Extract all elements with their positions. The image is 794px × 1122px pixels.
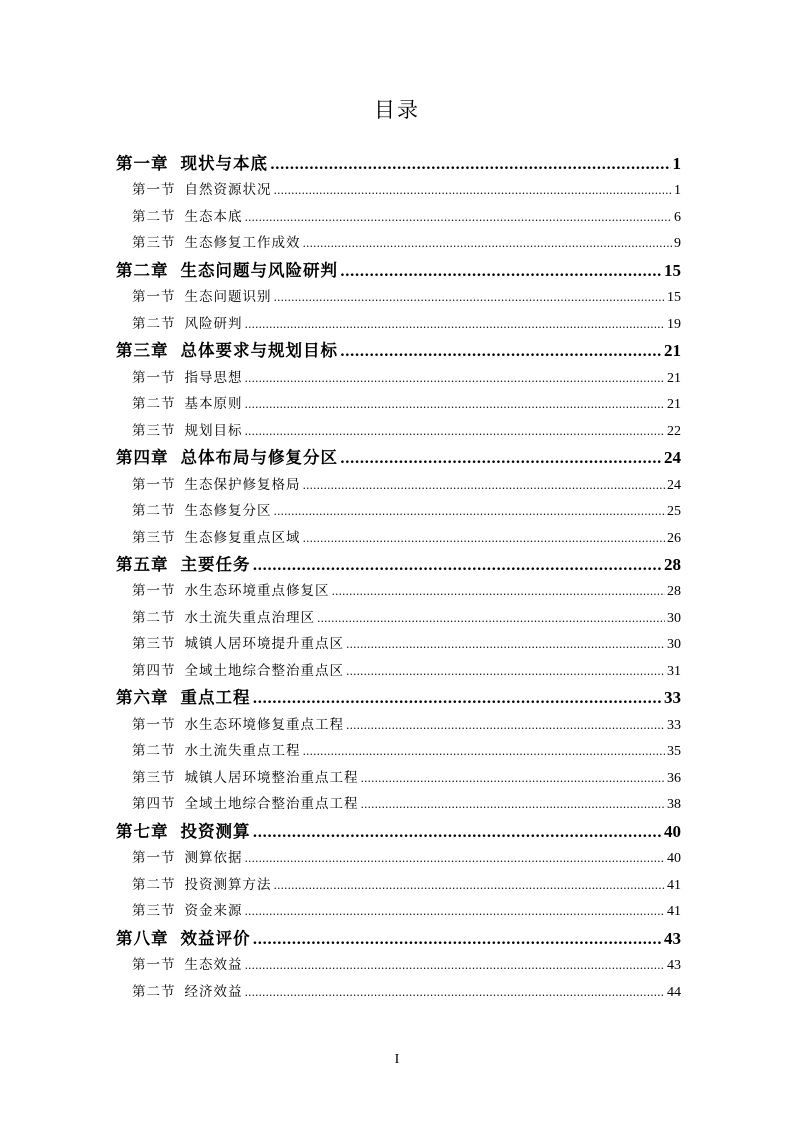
section-title: 生态修复重点区域 [184, 529, 301, 546]
toc-section-entry[interactable] [116, 391, 681, 418]
dot-leader [274, 285, 666, 311]
toc-chapter-entry[interactable] [116, 818, 681, 845]
dot-leader [270, 152, 671, 177]
dot-leader [253, 553, 663, 578]
section-number: 第二节 [132, 876, 176, 893]
section-number: 第二节 [132, 743, 176, 760]
page-number: 15 [667, 290, 681, 306]
section-number: 第四节 [132, 796, 176, 813]
toc-section-entry[interactable] [116, 765, 681, 792]
toc-chapter-entry[interactable] [116, 150, 681, 177]
section-title: 生态修复工作成效 [184, 235, 301, 252]
toc-section-entry[interactable] [116, 979, 681, 1006]
toc-chapter-entry[interactable] [116, 684, 681, 711]
section-title: 生态修复分区 [184, 503, 272, 520]
section-number: 第二节 [132, 315, 176, 332]
toc-section-entry[interactable] [116, 898, 681, 925]
section-title: 规划目标 [184, 422, 243, 439]
page-title: 目录 [374, 98, 420, 122]
section-title: 水土流失重点治理区 [184, 609, 315, 626]
page-number: 21 [664, 341, 681, 361]
section-title: 生态本底 [184, 208, 243, 225]
section-title: 投资测算方法 [184, 876, 272, 893]
page-number: 40 [667, 851, 681, 867]
dot-leader [245, 392, 666, 418]
dot-leader [340, 339, 662, 364]
page-number: 22 [667, 423, 681, 439]
dot-leader [361, 792, 666, 818]
section-title: 全域土地综合整治重点工程 [184, 796, 359, 813]
dot-leader [303, 526, 666, 552]
section-number: 第一节 [132, 850, 176, 867]
dot-leader [253, 820, 663, 845]
toc-section-entry[interactable] [116, 578, 681, 605]
toc-section-entry[interactable] [116, 311, 681, 338]
footer-page-number: I [394, 1052, 400, 1067]
section-number: 第三节 [132, 529, 176, 546]
page-number: 26 [667, 530, 681, 546]
chapter-title: 重点工程 [180, 688, 251, 708]
page-number: 44 [667, 984, 681, 1000]
section-title: 生态效益 [184, 957, 243, 974]
dot-leader [303, 231, 673, 257]
page-number: 25 [667, 504, 681, 520]
page-number: 38 [667, 797, 681, 813]
dot-leader [253, 927, 663, 952]
chapter-number: 第二章 [116, 260, 169, 280]
section-title: 资金来源 [184, 903, 243, 920]
dot-leader [340, 446, 662, 471]
page-number: 6 [674, 209, 681, 225]
chapter-number: 第五章 [116, 555, 169, 575]
section-number: 第二节 [132, 396, 176, 413]
section-title: 自然资源状况 [184, 182, 272, 199]
dot-leader [245, 846, 666, 872]
toc-chapter-entry[interactable] [116, 444, 681, 471]
page-number: 41 [667, 904, 681, 920]
section-title: 测算依据 [184, 850, 243, 867]
chapter-title: 总体布局与修复分区 [180, 448, 338, 468]
page-number: 36 [667, 770, 681, 786]
chapter-title: 总体要求与规划目标 [180, 341, 338, 361]
toc-chapter-entry[interactable] [116, 337, 681, 364]
dot-leader [245, 312, 666, 338]
section-title: 生态问题识别 [184, 289, 272, 306]
dot-leader [303, 473, 666, 499]
toc-section-entry[interactable] [116, 365, 681, 392]
dot-leader [346, 659, 665, 685]
chapter-number: 第七章 [116, 821, 169, 841]
dot-leader [274, 499, 666, 525]
section-number: 第二节 [132, 609, 176, 626]
dot-leader [245, 205, 673, 231]
page-number: 41 [667, 877, 681, 893]
section-title: 生态保护修复格局 [184, 476, 301, 493]
section-number: 第一节 [132, 583, 176, 600]
dot-leader [332, 579, 666, 605]
toc-section-entry[interactable] [116, 525, 681, 552]
dot-leader [274, 178, 673, 204]
toc-section-entry[interactable] [116, 952, 681, 979]
chapter-number: 第四章 [116, 448, 169, 468]
toc-chapter-entry[interactable] [116, 925, 681, 952]
section-title: 水土流失重点工程 [184, 743, 301, 760]
section-number: 第二节 [132, 503, 176, 520]
toc-chapter-entry[interactable] [116, 551, 681, 578]
page-number: 35 [667, 744, 681, 760]
page-number: 28 [667, 584, 681, 600]
toc-section-entry[interactable] [116, 658, 681, 685]
dot-leader [245, 366, 666, 392]
chapter-number: 第六章 [116, 688, 169, 708]
toc-section-entry[interactable] [116, 230, 681, 257]
page-number: 1 [674, 183, 681, 199]
chapter-title: 投资测算 [180, 821, 251, 841]
page-number: 31 [667, 663, 681, 679]
dot-leader [253, 686, 663, 711]
toc-section-entry[interactable] [116, 418, 681, 445]
chapter-number: 第八章 [116, 928, 169, 948]
section-number: 第三节 [132, 235, 176, 252]
page-number: 30 [667, 610, 681, 626]
section-title: 经济效益 [184, 983, 243, 1000]
page-number: 15 [664, 260, 681, 280]
section-number: 第一节 [132, 289, 176, 306]
dot-leader [346, 713, 665, 739]
page-number: 24 [667, 477, 681, 493]
section-title: 水生态环境修复重点工程 [184, 716, 344, 733]
section-title: 指导思想 [184, 369, 243, 386]
toc-section-entry[interactable] [116, 845, 681, 872]
section-title: 城镇人居环境整治重点工程 [184, 769, 359, 786]
section-title: 风险研判 [184, 315, 243, 332]
toc-section-entry[interactable] [116, 738, 681, 765]
toc-section-entry[interactable] [116, 605, 681, 632]
dot-leader [245, 899, 666, 925]
chapter-title: 生态问题与风险研判 [180, 260, 338, 280]
section-title: 全域土地综合整治重点区 [184, 662, 344, 679]
section-title: 基本原则 [184, 396, 243, 413]
toc-section-entry[interactable] [116, 284, 681, 311]
page-number: 24 [664, 448, 681, 468]
dot-leader [245, 419, 666, 445]
section-number: 第一节 [132, 476, 176, 493]
section-number: 第三节 [132, 422, 176, 439]
dot-leader [340, 259, 662, 284]
toc-section-entry[interactable] [116, 791, 681, 818]
section-title: 水生态环境重点修复区 [184, 583, 330, 600]
chapter-title: 现状与本底 [180, 154, 268, 173]
toc-chapter-entry[interactable] [116, 257, 681, 284]
section-number: 第二节 [132, 208, 176, 225]
toc-section-entry[interactable] [116, 177, 681, 204]
toc-section-entry[interactable] [116, 712, 681, 739]
toc-section-entry[interactable] [116, 631, 681, 658]
section-number: 第一节 [132, 182, 176, 199]
dot-leader [361, 766, 666, 792]
section-number: 第三节 [132, 636, 176, 653]
chapter-number: 第三章 [116, 341, 169, 361]
toc-section-entry[interactable] [116, 204, 681, 231]
dot-leader [245, 953, 666, 979]
dot-leader [274, 873, 666, 899]
page-number: 1 [672, 154, 681, 173]
table-of-contents [116, 150, 681, 1005]
chapter-title: 效益评价 [180, 928, 251, 948]
page-number: 43 [664, 928, 681, 948]
section-title: 城镇人居环境提升重点区 [184, 636, 344, 653]
section-number: 第二节 [132, 983, 176, 1000]
page-number: 19 [667, 316, 681, 332]
dot-leader [317, 606, 665, 632]
section-number: 第一节 [132, 716, 176, 733]
dot-leader [303, 739, 666, 765]
section-number: 第四节 [132, 662, 176, 679]
page-number: 33 [667, 717, 681, 733]
chapter-title: 主要任务 [180, 555, 251, 575]
toc-section-entry[interactable] [116, 872, 681, 899]
page-number: 43 [667, 958, 681, 974]
chapter-number: 第一章 [116, 154, 169, 173]
page-number: 30 [667, 637, 681, 653]
toc-section-entry[interactable] [116, 472, 681, 499]
dot-leader [245, 980, 666, 1006]
section-number: 第一节 [132, 957, 176, 974]
dot-leader [346, 632, 665, 658]
section-number: 第三节 [132, 769, 176, 786]
toc-section-entry[interactable] [116, 498, 681, 525]
page-number: 33 [664, 688, 681, 708]
page-number: 28 [664, 555, 681, 575]
page-number: 9 [674, 236, 681, 252]
page-number: 40 [664, 821, 681, 841]
page-number: 21 [667, 370, 681, 386]
page-number: 21 [667, 397, 681, 413]
section-number: 第一节 [132, 369, 176, 386]
section-number: 第三节 [132, 903, 176, 920]
